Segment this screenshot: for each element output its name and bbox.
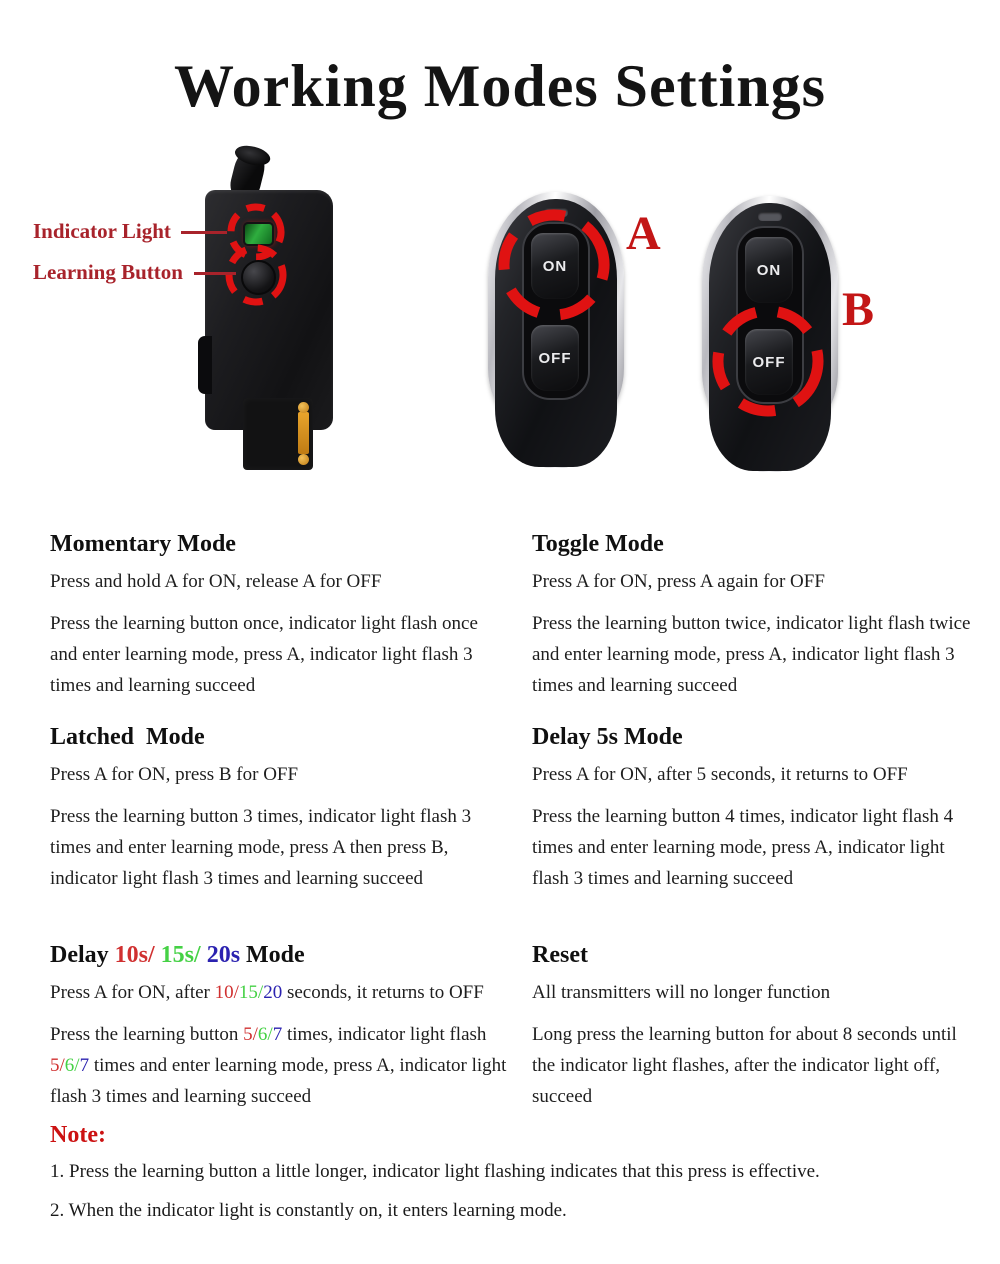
remote-b-off-button: OFF: [745, 329, 793, 395]
page-title: Working Modes Settings: [173, 53, 827, 119]
section-subtitle: Press A for ON, after 5 seconds, it returns to OFF: [532, 764, 908, 785]
section-heading: Delay 10s/ 15s/ 20s Mode: [50, 942, 305, 968]
remote-a-on-button: ON: [531, 233, 579, 299]
section-subtitle: Press A for ON, press B for OFF: [50, 764, 299, 785]
section-latched-mode: [50, 724, 505, 894]
section-subtitle: Press A for ON, press A again for OFF: [532, 571, 825, 592]
remote-a-highlight-circle-icon: [492, 203, 616, 327]
section-reset: [532, 942, 977, 1112]
section-body: Press the learning button 4 times, indicator light flash 4 times and enter learning mode, press A, indicator light flash 3 times and learning succeed: [532, 806, 954, 889]
indicator-light-pointer-line: [181, 231, 227, 234]
remote-a-off-button: OFF: [531, 325, 579, 391]
connector-contact-bottom: [298, 454, 309, 465]
section-heading: Latched Mode: [50, 724, 205, 750]
remote-b-on-button: ON: [745, 237, 793, 303]
section-body: Press the learning button twice, indicator light flash twice and enter learning mode, press A, indicator light flash 3 times and learning succeed: [532, 613, 971, 696]
remote-b: [702, 196, 838, 478]
note-heading: Note:: [50, 1122, 106, 1148]
section-delay-5s-mode: [532, 724, 977, 894]
receiver-device: [197, 150, 337, 480]
receiver-side-tab: [198, 336, 212, 394]
section-body: Press the learning button 5/6/7 times, indicator light flash 5/6/7 times and enter learning mode, press A, indicator light flash 3 times and learning succeed: [50, 1024, 507, 1107]
section-subtitle: Press and hold A for ON, release A for OFF: [50, 571, 382, 592]
note-block: [50, 1122, 970, 1235]
note-item-2: 2. When the indicator light is constantly on, it enters learning mode.: [50, 1200, 567, 1221]
section-heading: Delay 5s Mode: [532, 724, 683, 750]
section-heading: Reset: [532, 942, 588, 968]
section-momentary-mode: [50, 531, 505, 701]
section-body: Press the learning button once, indicator light flash once and enter learning mode, press A, indicator light flash 3 times and learning succeed: [50, 613, 478, 696]
section-subtitle: All transmitters will no longer function: [532, 982, 831, 1003]
learning-highlight-circle-icon: [219, 238, 293, 312]
learning-button-pointer-line: [194, 272, 236, 275]
remote-b-tag: B: [842, 283, 875, 336]
connector-contact-top: [298, 402, 309, 413]
remote-a-tag: A: [626, 207, 661, 260]
section-heading: Toggle Mode: [532, 531, 664, 557]
section-heading: Momentary Mode: [50, 531, 236, 557]
wire-connector: [243, 398, 313, 470]
remote-b-highlight-circle-icon: [706, 299, 830, 423]
section-delay-10-15-20s-mode: [50, 942, 525, 1112]
remote-a: [488, 192, 624, 474]
remote-b-led-slot: [758, 212, 782, 221]
learning-button-label: Learning Button: [33, 260, 183, 284]
note-item-1: 1. Press the learning button a little longer, indicator light flashing indicates that this press is effective.: [50, 1161, 820, 1182]
connector-contact-bar: [298, 412, 309, 454]
indicator-light-label: Indicator Light: [33, 219, 171, 243]
section-toggle-mode: [532, 531, 977, 701]
section-body: Long press the learning button for about 8 seconds until the indicator light flashes, after the indicator light off, succeed: [532, 1024, 957, 1107]
section-subtitle: Press A for ON, after 10/15/20 seconds, it returns to OFF: [50, 982, 484, 1003]
section-body: Press the learning button 3 times, indicator light flash 3 times and enter learning mode, press A then press B, indicator light flash 3 times and learning succeed: [50, 806, 472, 889]
